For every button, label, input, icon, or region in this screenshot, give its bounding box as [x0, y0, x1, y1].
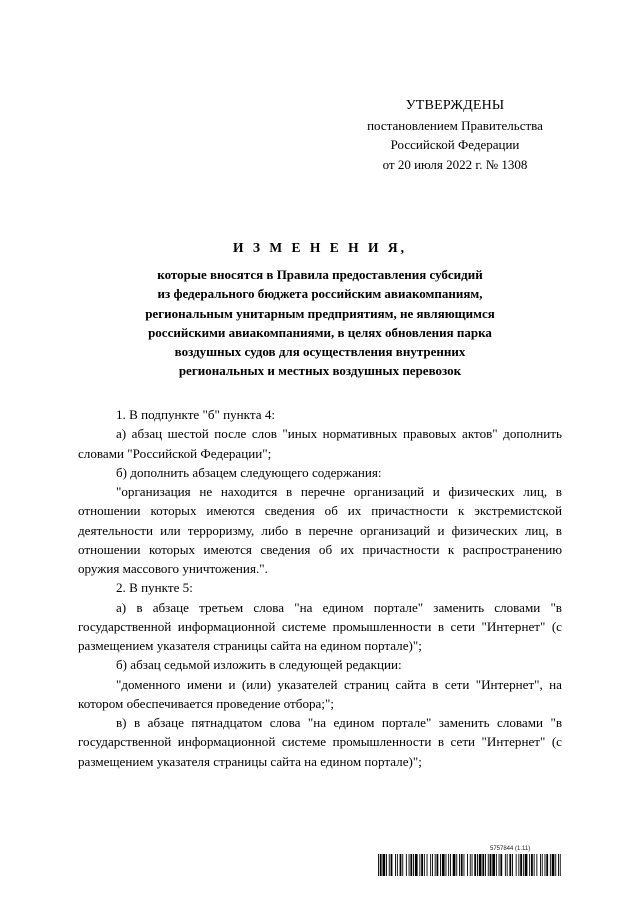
paragraph: 1. В подпункте "б" пункта 4: — [116, 407, 276, 422]
barcode-icon — [378, 854, 562, 876]
subtitle-line: российскими авиакомпаниями, в целях обновления парка — [148, 324, 492, 340]
approval-block — [335, 96, 575, 174]
paragraph: "организация не находится в перечне организаций и физических лиц, в отношении которых имеются сведения об их причастности к экстремистской деятельности или терроризму, либо в перечне организаций и физических лиц, в отношении которых имеются сведения об их причастности к распространению оружия массового уничтожения.". — [78, 484, 562, 576]
subtitle-line: региональным унитарным предприятиям, не являющимся — [145, 305, 495, 321]
subtitle-line: воздушных судов для осуществления внутренних — [174, 344, 466, 360]
paragraph: а) в абзаце третьем слова "на едином портале" заменить словами "в государственной информационной системе промышленности в сети "Интернет" (с размещением указателя страницы сайта на едином портале)"; — [78, 599, 562, 653]
paragraph: 2. В пункте 5: — [116, 580, 193, 596]
subtitle-line: из федерального бюджета российским авиакомпаниям, — [157, 286, 483, 302]
paragraph: а) абзац шестой после слов "иных нормативных правовых актов" дополнить словами "Российской Федерации"; — [78, 426, 562, 461]
approval-heading: УТВЕРЖДЕНЫ — [405, 98, 505, 113]
paragraph: "доменного имени и (или) указателей страниц сайта в сети "Интернет", на котором обеспечивается проведение отбора;"; — [78, 676, 562, 711]
approval-line: постановлением Правительства — [367, 117, 543, 133]
document-body — [78, 405, 562, 771]
approval-date: от 20 июля 2022 г. № 1308 — [382, 156, 528, 172]
paragraph: б) дополнить абзацем следующего содержания: — [116, 464, 382, 480]
document-subtitle — [80, 265, 560, 381]
document-title: И З М Е Н Е Н И Я, — [232, 240, 407, 255]
subtitle-line: региональных и местных воздушных перевозок — [178, 363, 462, 379]
approval-line: Российской Федерации — [390, 137, 520, 152]
document-code: 5757844 (1.11) — [490, 846, 531, 852]
paragraph: б) абзац седьмой изложить в следующей редакции: — [116, 657, 402, 673]
paragraph: в) в абзаце пятнадцатом слова "на едином портале" заменить словами "в государственной информационной системе промышленности в сети "Интернет" (с размещением указателя страницы сайта на едином портале)"; — [78, 715, 562, 769]
subtitle-line: которые вносятся в Правила предоставления субсидий — [157, 267, 483, 282]
